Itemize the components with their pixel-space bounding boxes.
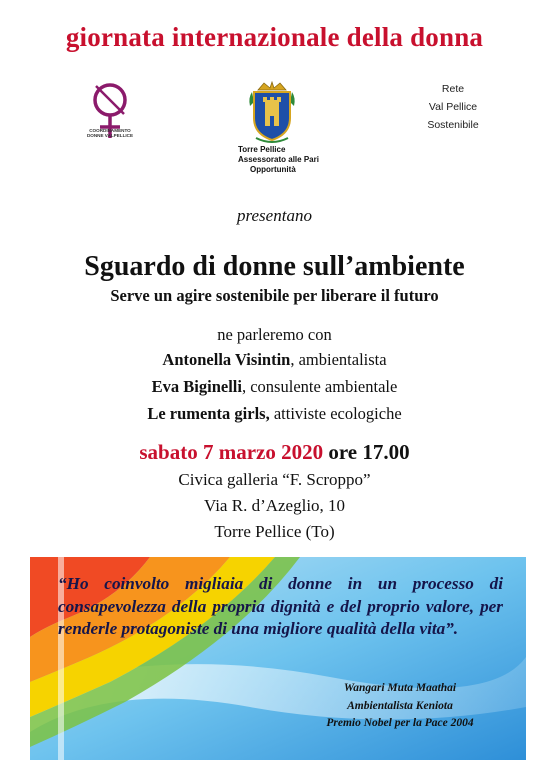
event-subtitle: Serve un agire sostenibile per liberare il futuro — [110, 286, 439, 305]
event-date: sabato 7 marzo 2020 — [139, 440, 324, 464]
quote-author-role: Ambientalista Keniota — [347, 699, 453, 712]
torre-pellice-line2: Assessorato alle Pari — [238, 155, 319, 164]
torre-pellice-text — [238, 145, 319, 175]
venus-symbol-icon — [70, 80, 150, 152]
event-datetime — [0, 440, 549, 465]
speaker-role: , consulente ambientale — [241, 377, 398, 396]
speaker-item — [0, 404, 549, 424]
torre-pellice-line3: Opportunità — [250, 165, 296, 174]
coordinamento-line1: COORDINAMENTO — [89, 128, 131, 133]
rete-logo-text — [398, 80, 508, 134]
rete-line1: Rete — [441, 83, 465, 95]
speaker-role: , ambientalista — [290, 350, 387, 369]
speakers-intro: ne parleremo con — [217, 325, 332, 344]
event-city: Torre Pellice (To) — [214, 522, 335, 541]
speaker-item — [0, 350, 549, 370]
coat-of-arms-icon — [244, 80, 300, 144]
page-title: giornata internazionale della donna — [65, 22, 484, 52]
coordinamento-logo-text — [64, 128, 156, 138]
speaker-name: Le rumenta girls, — [147, 404, 270, 423]
speaker-role: attiviste ecologiche — [269, 404, 402, 423]
speaker-name: Eva Biginelli — [151, 377, 242, 396]
speaker-name: Antonella Visintin — [162, 350, 291, 369]
speaker-item — [0, 377, 549, 397]
rete-line2: Val Pellice — [428, 101, 478, 113]
event-title: Sguardo di donne sull’ambiente — [84, 251, 465, 282]
event-venue: Civica galleria “F. Scroppo” — [178, 470, 371, 489]
presentano-text: presentano — [237, 206, 312, 225]
quote-attribution — [300, 680, 500, 733]
event-time: ore 17.00 — [323, 440, 410, 464]
torre-pellice-line1: Torre Pellice — [238, 145, 286, 154]
event-address: Via R. d’Azeglio, 10 — [203, 496, 346, 515]
quote-author: Wangari Muta Maathai — [343, 682, 457, 694]
quote-text: “Ho coinvolto migliaia di donne in un processo di consapevolezza della propria dignità e del proprio valore, per renderle protagoniste di una migliore qualità della vita”. — [58, 574, 503, 638]
rete-line3: Sostenibile — [427, 119, 479, 131]
coordinamento-line2: DONNE VALPELLICE — [86, 133, 134, 139]
quote-author-award: Premio Nobel per la Pace 2004 — [326, 717, 474, 729]
